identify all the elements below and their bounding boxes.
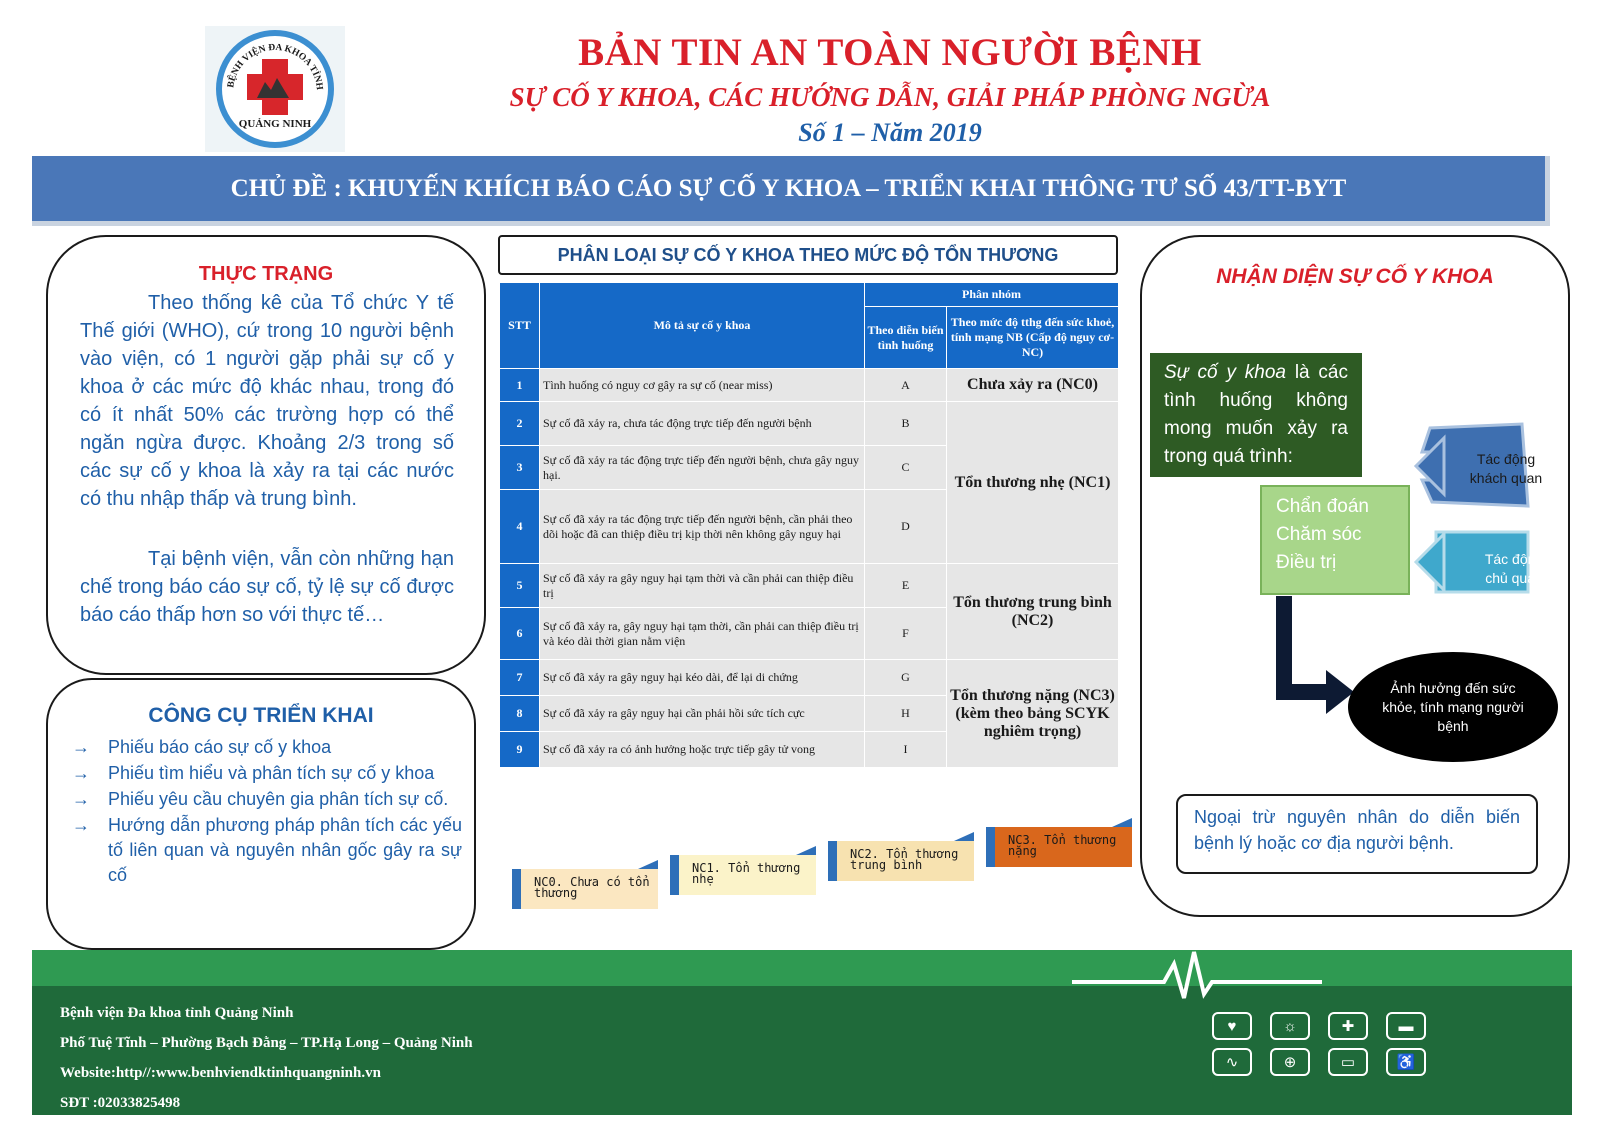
status-paragraph-2: Tại bệnh viện, vẫn còn những hạn chế trong báo cáo sự cố, tỷ lệ sự cố được báo cáo thấp hơn so với thực tế…: [80, 548, 454, 626]
topic-text: CHỦ ĐỀ : KHUYẾN KHÍCH BÁO CÁO SỰ CỐ Y KHOA – TRIỂN KHAI THÔNG TƯ SỐ 43/TT-BYT: [230, 174, 1347, 202]
footer-band: [32, 950, 1572, 986]
footer-website: Website:http//:www.benhviendktinhquangninh.vn: [60, 1065, 381, 1081]
arrow-right-icon: →: [72, 789, 90, 809]
footer-icon-grid: [1212, 1012, 1442, 1076]
footer-address: Phố Tuệ Tĩnh – Phường Bạch Đằng – TP.Hạ Long – Quảng Ninh: [60, 1035, 473, 1051]
list-item: → Phiếu tìm hiểu và phân tích sự cố y khoa: [72, 761, 462, 786]
hospital-bed-icon: ▬: [1386, 1012, 1426, 1040]
hospital-logo: [205, 26, 345, 152]
header-by-severity: Theo mức độ tthg đến sức khoẻ, tính mạng NB (Cấp độ nguy cơ-NC): [947, 307, 1119, 369]
classification-title: PHÂN LOẠI SỰ CỐ Y KHOA THEO MỨC ĐỘ TỔN THƯƠNG: [498, 235, 1118, 275]
subjective-impact-label: Tác động chủ quan: [1484, 551, 1544, 586]
footer: [32, 950, 1572, 1115]
subjective-arrowhead-icon: [1416, 534, 1444, 590]
medical-kit-icon: ✚: [1328, 1012, 1368, 1040]
classification-table: [499, 282, 1119, 768]
header-stt: STT: [500, 283, 540, 369]
bulletin-title: BẢN TIN AN TOÀN NGƯỜI BỆNH: [578, 31, 1202, 74]
footer-contact: [60, 998, 473, 1118]
heartbeat-icon: [1072, 944, 1322, 1004]
arrow-right-icon: →: [72, 815, 90, 835]
table-row: 9 Sự cố đã xảy ra có ảnh hưởng hoặc trực tiếp gây tử vong I: [500, 732, 1119, 768]
heart-hand-icon: ♥: [1212, 1012, 1252, 1040]
logo-text-bottom: QUẢNG NINH: [238, 118, 312, 130]
legend-nc0: NC0. Chưa có tổn thương: [512, 869, 658, 909]
objective-impact-label: Tác động khách quan: [1469, 451, 1543, 486]
stethoscope-icon: ∿: [1212, 1048, 1252, 1076]
tools-list: [72, 735, 462, 889]
topic-banner: [32, 156, 1550, 226]
siren-icon: ☼: [1270, 1012, 1310, 1040]
arrow-right-icon: →: [72, 737, 90, 757]
list-item: → Phiếu báo cáo sự cố y khoa: [72, 735, 462, 760]
outcome-ellipse: Ảnh hưởng đến sức khỏe, tính mạng người bệnh: [1348, 652, 1558, 762]
table-row: 7 Sự cố đã xảy ra gây nguy hại kéo dài, để lại di chứng G Tổn thương nặng (NC3) (kèm theo bảng SCYK nghiêm trọng): [500, 660, 1119, 696]
table-row: 6 Sự cố đã xảy ra, gây nguy hại tạm thời, cần phải can thiệp điều trị và kéo dài thời gian nằm viện F: [500, 608, 1119, 660]
list-item: → Phiếu yêu cầu chuyên gia phân tích sự cố.: [72, 787, 462, 812]
header-by-progress: Theo diễn biến tình huống: [865, 307, 947, 369]
bulletin-subtitle: SỰ CỐ Y KHOA, CÁC HƯỚNG DẪN, GIẢI PHÁP PHÒNG NGỪA: [509, 82, 1271, 112]
tools-panel: [46, 678, 476, 950]
header-description: Mô tả sự cố y khoa: [540, 283, 865, 369]
level-nc0: Chưa xảy ra (NC0): [947, 369, 1119, 402]
medical-cross-icon: ⊕: [1270, 1048, 1310, 1076]
identify-title: NHẬN DIỆN SỰ CỐ Y KHOA: [1216, 265, 1494, 288]
status-title: THỰC TRẠNG: [198, 263, 334, 285]
footer-phone: SĐT :02033825498: [60, 1095, 181, 1111]
table-row: 2 Sự cố đã xảy ra, chưa tác động trực tiếp đến người bệnh B Tổn thương nhẹ (NC1): [500, 402, 1119, 446]
incident-definition: Sự cố y khoa là các tình huống không mong muốn xảy ra trong quá trình:: [1150, 353, 1362, 477]
table-row: 3 Sự cố đã xảy ra tác động trực tiếp đến người bệnh, chưa gây nguy hại. C: [500, 446, 1119, 490]
issue-number: Số 1 – Năm 2019: [798, 118, 982, 147]
table-row: 4 Sự cố đã xảy ra tác động trực tiếp đến người bệnh, cần phải theo dõi hoặc đã can thiệp điều trị kịp thời nên không gây nguy hại D: [500, 490, 1119, 564]
level-nc2: Tổn thương trung bình (NC2): [947, 564, 1119, 660]
exclusion-note: Ngoại trừ nguyên nhân do diễn biến bệnh lý hoặc cơ địa người bệnh.: [1176, 794, 1538, 874]
footer-hospital-name: Bệnh viện Đa khoa tỉnh Quảng Ninh: [60, 1005, 294, 1021]
logo-text-top: BỆNH VIỆN ĐA KHOA TỈNH: [226, 42, 325, 91]
arrow-right-icon: →: [72, 763, 90, 783]
tools-title: CÔNG CỤ TRIỂN KHAI: [148, 704, 374, 727]
legend-nc1: NC1. Tổn thương nhẹ: [670, 855, 816, 895]
header-group: Phân nhóm: [865, 283, 1119, 307]
list-item: → Hướng dẫn phương pháp phân tích các yếu tố liên quan và nguyên nhân gốc gây ra sự cố: [72, 813, 462, 888]
level-nc1: Tổn thương nhẹ (NC1): [947, 402, 1119, 564]
level-nc3: Tổn thương nặng (NC3) (kèm theo bảng SCYK nghiêm trọng): [947, 660, 1119, 768]
table-row: 5 Sự cố đã xảy ra gây nguy hại tạm thời và cần phải can thiệp điều trị E Tổn thương trung bình (NC2): [500, 564, 1119, 608]
wheelchair-icon: ♿: [1386, 1048, 1426, 1076]
ambulance-icon: ▭: [1328, 1048, 1368, 1076]
table-row: 8 Sự cố đã xảy ra gây nguy hại cần phải hồi sức tích cực H: [500, 696, 1119, 732]
status-paragraph-1: Theo thống kê của Tổ chức Y tế Thế giới (WHO), cứ trong 10 người bệnh vào viện, có 1 người gặp phải sự cố y khoa ở các mức độ khác nhau, trong đó có ít nhất 50% các trường hợp có thể ngăn ngừa được. Khoảng 2/3 trong số các sự cố y khoa là xảy ra tại các nước có thu nhập thấp và trung bình.: [80, 292, 454, 510]
table-row: 1 Tình huống có nguy cơ gây ra sự cố (near miss) A Chưa xảy ra (NC0): [500, 369, 1119, 402]
legend-nc2: NC2. Tổn thương trung bình: [828, 841, 974, 881]
legend-nc3: NC3. Tổn thương nặng: [986, 827, 1132, 867]
connector-arrow-icon: [1284, 596, 1328, 692]
care-processes: Chẩn đoán Chăm sóc Điều trị: [1260, 485, 1410, 595]
status-panel: [46, 235, 486, 675]
